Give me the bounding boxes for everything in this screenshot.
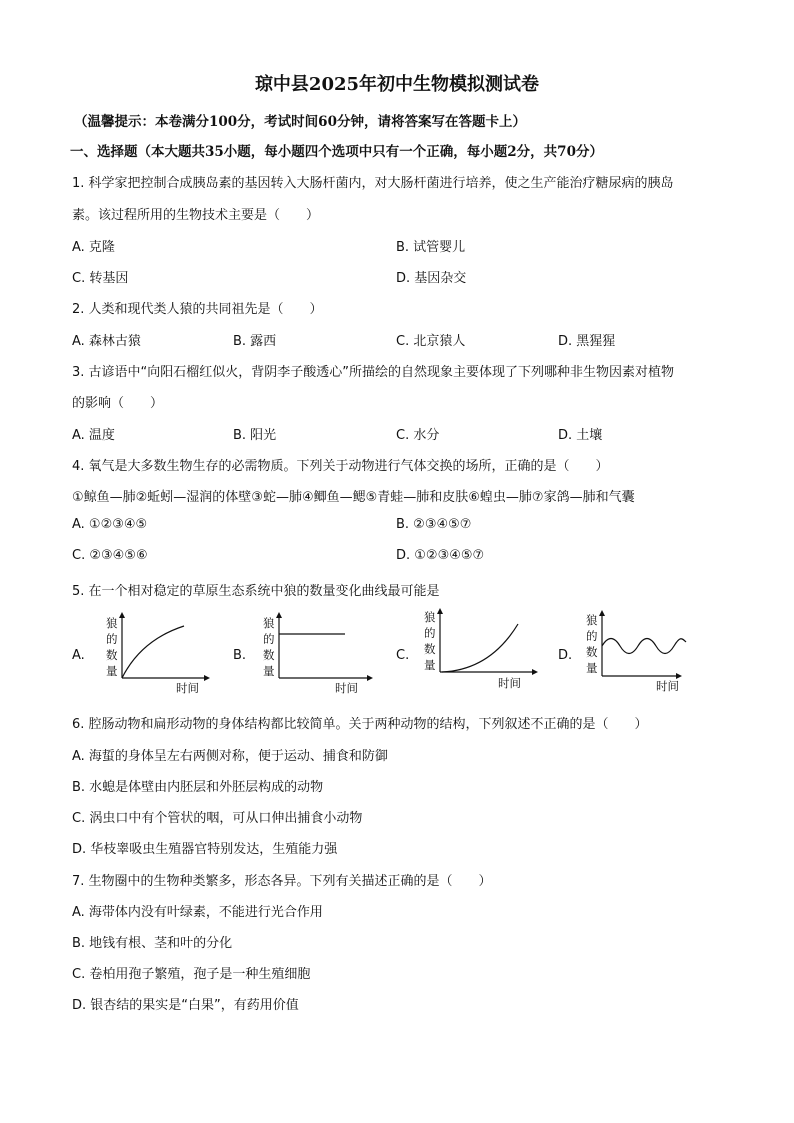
graph-a-xlabel: 时间 [176, 681, 199, 695]
page-title: 琼中县2025年初中生物模拟测试卷 [254, 74, 540, 95]
q5-option-c-label: C. [396, 648, 410, 663]
graph-a-ylabel-1: 的 [106, 632, 118, 646]
graph-d-ylabel-1: 的 [586, 629, 598, 643]
graph-a-ylabel-3: 量 [106, 664, 118, 678]
graph-c-ylabel-1: 的 [424, 626, 436, 640]
q5-option-b-label: B. [233, 648, 247, 663]
q1-option-c: C. 转基因 [72, 271, 129, 286]
q2-option-a: A. 森林古猿 [72, 334, 141, 349]
section-heading: 一、选择题（本大题共35小题，每小题四个选项中只有一个正确，每小题2分，共70分） [70, 144, 603, 160]
q5-graph-a [96, 612, 246, 696]
graph-a-ylabel-2: 数 [106, 648, 118, 662]
graph-c-ylabel-0: 狼 [424, 610, 436, 624]
q3-stem-line2: 的影响（ ） [72, 396, 164, 411]
q3-option-c: C. 水分 [396, 428, 440, 443]
graph-b-ylabel-3: 量 [263, 664, 275, 678]
q6-option-a: A. 海蜇的身体呈左右两侧对称，便于运动、捕食和防御 [72, 749, 388, 764]
q4-items: ①鲸鱼—肺②蚯蚓—湿润的体壁③蛇—肺④鲫鱼—鳃⑤青蛙—肺和皮肤⑥蝗虫—肺⑦家鸽—肺和气囊 [72, 490, 635, 505]
q3-option-b: B. 阳光 [233, 428, 277, 443]
q4-option-d: D. ①②③④⑤⑦ [396, 548, 485, 563]
q7-option-d: D. 银杏结的果实是“白果”，有药用价值 [72, 998, 299, 1013]
q4-stem: 4. 氧气是大多数生物生存的必需物质。下列关于动物进行气体交换的场所，正确的是（ ） [72, 459, 609, 474]
q1-option-b: B. 试管婴儿 [396, 240, 466, 255]
graph-c-xlabel: 时间 [498, 676, 521, 690]
graph-b-ylabel-0: 狼 [263, 616, 275, 630]
q4-option-c: C. ②③④⑤⑥ [72, 548, 148, 563]
q5-graph-b [257, 612, 410, 696]
q1-option-a: A. 克隆 [72, 240, 115, 255]
q1-stem-line1: 1. 科学家把控制合成胰岛素的基因转入大肠杆菌内，对大肠杆菌进行培养，使之生产能治疗糖尿病的胰岛 [72, 176, 674, 191]
q5-option-a-label: A. [72, 648, 85, 663]
graph-b-ylabel-1: 的 [263, 632, 275, 646]
q6-stem: 6. 腔肠动物和扁形动物的身体结构都比较简单。关于两种动物的结构，下列叙述不正确的是（ ） [72, 717, 648, 732]
q7-option-a: A. 海带体内没有叶绿素，不能进行光合作用 [72, 905, 323, 920]
graph-d-ylabel-0: 狼 [586, 613, 598, 627]
q3-option-d: D. 土壤 [558, 428, 603, 443]
q5-option-d-label: D. [558, 648, 573, 663]
graph-c-ylabel-2: 数 [424, 642, 436, 656]
q5-graph-c [420, 608, 573, 692]
graph-b-xlabel: 时间 [335, 681, 358, 695]
q3-stem-line1: 3. 古谚语中“向阳石榴红似火，背阴李子酸透心”所描绘的自然现象主要体现了下列哪种非生物因素对植物 [72, 365, 675, 380]
q1-stem-line2: 素。该过程所用的生物技术主要是（ ） [72, 208, 320, 223]
q2-option-b: B. 露西 [233, 334, 277, 349]
q5-graph-d [582, 610, 732, 694]
q4-option-b: B. ②③④⑤⑦ [396, 517, 472, 532]
graph-d-xlabel: 时间 [656, 679, 679, 693]
q2-option-d: D. 黑猩猩 [558, 334, 616, 349]
q7-stem: 7. 生物圈中的生物种类繁多，形态各异。下列有关描述正确的是（ ） [72, 874, 492, 889]
q5-stem: 5. 在一个相对稳定的草原生态系统中狼的数量变化曲线最可能是 [72, 584, 440, 599]
graph-d-ylabel-3: 量 [586, 661, 598, 675]
q7-option-b: B. 地钱有根、茎和叶的分化 [72, 936, 233, 951]
q2-stem: 2. 人类和现代类人猿的共同祖先是（ ） [72, 302, 323, 317]
q6-option-b: B. 水螅是体壁由内胚层和外胚层构成的动物 [72, 780, 324, 795]
q6-option-d: D. 华枝睾吸虫生殖器官特别发达，生殖能力强 [72, 842, 338, 857]
graph-b-ylabel-2: 数 [263, 648, 275, 662]
graph-a-ylabel-0: 狼 [106, 616, 118, 630]
q3-option-a: A. 温度 [72, 428, 115, 443]
q6-option-c: C. 涡虫口中有个管状的咽，可从口伸出捕食小动物 [72, 811, 363, 826]
graph-c-ylabel-3: 量 [424, 658, 436, 672]
graph-d-ylabel-2: 数 [586, 645, 598, 659]
q7-option-c: C. 卷柏用孢子繁殖，孢子是一种生殖细胞 [72, 967, 311, 982]
q1-option-d: D. 基因杂交 [396, 271, 467, 286]
q2-option-c: C. 北京猿人 [396, 334, 466, 349]
q4-option-a: A. ①②③④⑤ [72, 517, 148, 532]
exam-notice: （温馨提示：本卷满分100分，考试时间60分钟，请将答案写在答题卡上） [74, 114, 526, 130]
